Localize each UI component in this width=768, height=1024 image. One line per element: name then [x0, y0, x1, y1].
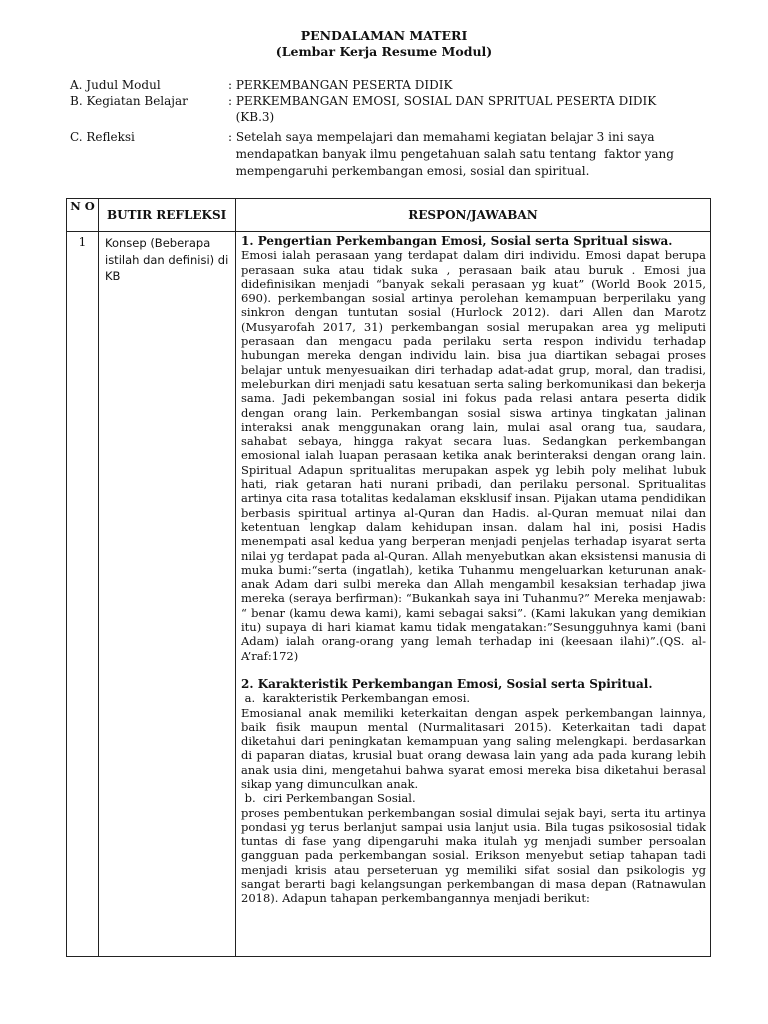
- document-title: PENDALAMAN MATERI: [300, 28, 468, 43]
- document-subtitle: (Lembar Kerja Resume Modul): [275, 44, 493, 59]
- reflection-label: C. Refleksi: [70, 130, 135, 144]
- activity-value-line-2: (KB.3): [228, 110, 275, 124]
- reflection-value-line-1: : Setelah saya mempelajari dan memahami kegiatan belajar 3 ini saya: [228, 130, 655, 144]
- table-row: [67, 232, 711, 957]
- header-respon-jawaban: RESPON/JAWABAN: [236, 199, 711, 232]
- section-2-heading: 2. Karakteristik Perkembangan Emosi, Sosial serta Spiritual.: [241, 676, 653, 691]
- reflection-value-line-2: mendapatkan banyak ilmu pengetahuan salah satu tentang faktor yang: [228, 147, 674, 161]
- table-header-row: [67, 199, 711, 232]
- section-2a-label: a. karakteristik Perkembangan emosi.: [241, 691, 471, 706]
- activity-row: [70, 93, 710, 125]
- section-1-text: Emosi ialah perasaan yang terdapat dalam diri individu. Emosi dapat berupa perasaan suka atau tidak suka , perasaan baik atau buruk . Emosi jua didefinisikan menjadi “banyak sekali perasaan yg kuat” (World Book 2015, 690). perkembangan sosial artinya perolehan kemampuan berperilaku yang sinkron dengan tuntutan sosial (Hurlock 2012). dari Allen dan Marotz (Musyarofah 2017, 31) perkembangan sosial merupakan area yg meliputi perasaan dan mengacu pada perilaku serta respon individu terhadap hubungan mereka dengan individu lain. bisa jua diartikan sebagai proses belajar untuk menyesuaikan diri terhadap adat-adat grup, moral, dan tradisi, meleburkan diri menjadi satu kesatuan serta saling berkomunikasi dan bekerja sama. Jadi pekembangan sosial ini fokus pada relasi antara peserta didik dengan orang lain. Perkembangan sosial siswa artinya tingkatan jalinan interaksi anak menggunakan orang lain, mulai asal orang tua, saudara, sahabat sebaya, hingga rakyat secara luas. Sedangkan perkembangan emosional ialah luapan perasaan ketika anak berinteraksi dengan orang lain. Spiritual Adapun spritualitas merupakan aspek yg lebih poly melihat lubuk hati, riak getaran hati nurani pribadi, dan perilaku personal. Spritualitas artinya cita rasa totalitas kedalaman eksklusif insan. Pijakan utama pendidikan berbasis spiritual artinya al-Quran dan Hadis. al-Quran memuat nilai dan ketentuan lengkap dalam kehidupan insan. dalam hal ini, posisi Hadis menempati asal kedua yang berperan menjadi penjelas terhadap isyarat serta nilai yg terdapat pada al-Quran. Allah menyebutkan akan eksistensi manusia di muka bumi:“serta (ingatlah), ketika Tuhanmu mengeluarkan keturunan anak-anak Adam dari sulbi mereka dan Allah mengambil kesaksian terhadap jiwa mereka (seraya berfirman): “Bukankah saya ini Tuhanmu?” Mereka menjawab: “ benar (kamu dewa kami), kami sebagai saksi”. (Kami lakukan yang demikian itu) supaya di hari kiamat kamu tidak mengatakan:”Sesungguhnya kami (bani Adam) ialah orang-orang yang lemah terhadap ini (keesaan ilahi)”.(QS. al-A’raf:172): [241, 248, 706, 663]
- module-title-value: : PERKEMBANGAN PESERTA DIDIK: [228, 78, 453, 92]
- reflection-value-line-3: mempengaruhi perkembangan emosi, sosial dan spiritual.: [228, 164, 590, 178]
- row-number: 1: [67, 232, 99, 957]
- row-response: [236, 232, 711, 957]
- module-info: [70, 77, 710, 180]
- reflection-table: [66, 198, 711, 957]
- header-butir-refleksi: BUTIR REFLEKSI: [99, 199, 236, 232]
- reflection-value: [228, 129, 710, 180]
- section-2a-text: Emosianal anak memiliki keterkaitan dengan aspek perkembangan lainnya, baik fisik maupun mental (Nurmalitasari 2015). Keterkaitan tadi dapat diketahui dari peningkatan kemampuan yang saling melengkapi. berdasarkan di paparan diatas, krusial buat orang dewasa lain yang ada pada kurang lebih anak usia dini, mengetahui bahwa syarat emosi mereka bisa diketahui berasal sikap yang dimunculkan anak.: [241, 705, 706, 791]
- activity-value-line-1: : PERKEMBANGAN EMOSI, SOSIAL DAN SPRITUAL PESERTA DIDIK: [228, 94, 657, 108]
- module-title-row: [70, 77, 710, 93]
- section-2b-text: proses pembentukan perkembangan sosial dimulai sejak bayi, serta itu artinya pondasi yg terus berlanjut sampai usia lanjut usia. Bila tugas psikososial tidak tuntas di fase yang dipengaruhi maka itulah yg menjadi sumber persoalan gangguan pada perkembangan sosial. Erikson menyebut setiap tahapan tadi menjadi krisis atau perseteruan yg memiliki sifat sosial dan psikologis yg sangat berarti bagi kelangsungan perkembangan di masa depan (Ratnawulan 2018). Adapun tahapan perkembangannya menjadi berikut:: [241, 805, 706, 906]
- header-no: N O: [67, 199, 99, 232]
- section-2b-label: b. ciri Perkembangan Sosial.: [241, 791, 416, 806]
- module-title-label: A. Judul Modul: [70, 78, 161, 92]
- activity-value: [228, 93, 710, 125]
- row-butir: Konsep (Beberapa istilah dan definisi) di KB: [99, 232, 236, 957]
- reflection-row: [70, 129, 710, 180]
- section-1-heading: 1. Pengertian Perkembangan Emosi, Sosial serta Spritual siswa.: [241, 234, 673, 248]
- activity-label: B. Kegiatan Belajar: [70, 94, 188, 108]
